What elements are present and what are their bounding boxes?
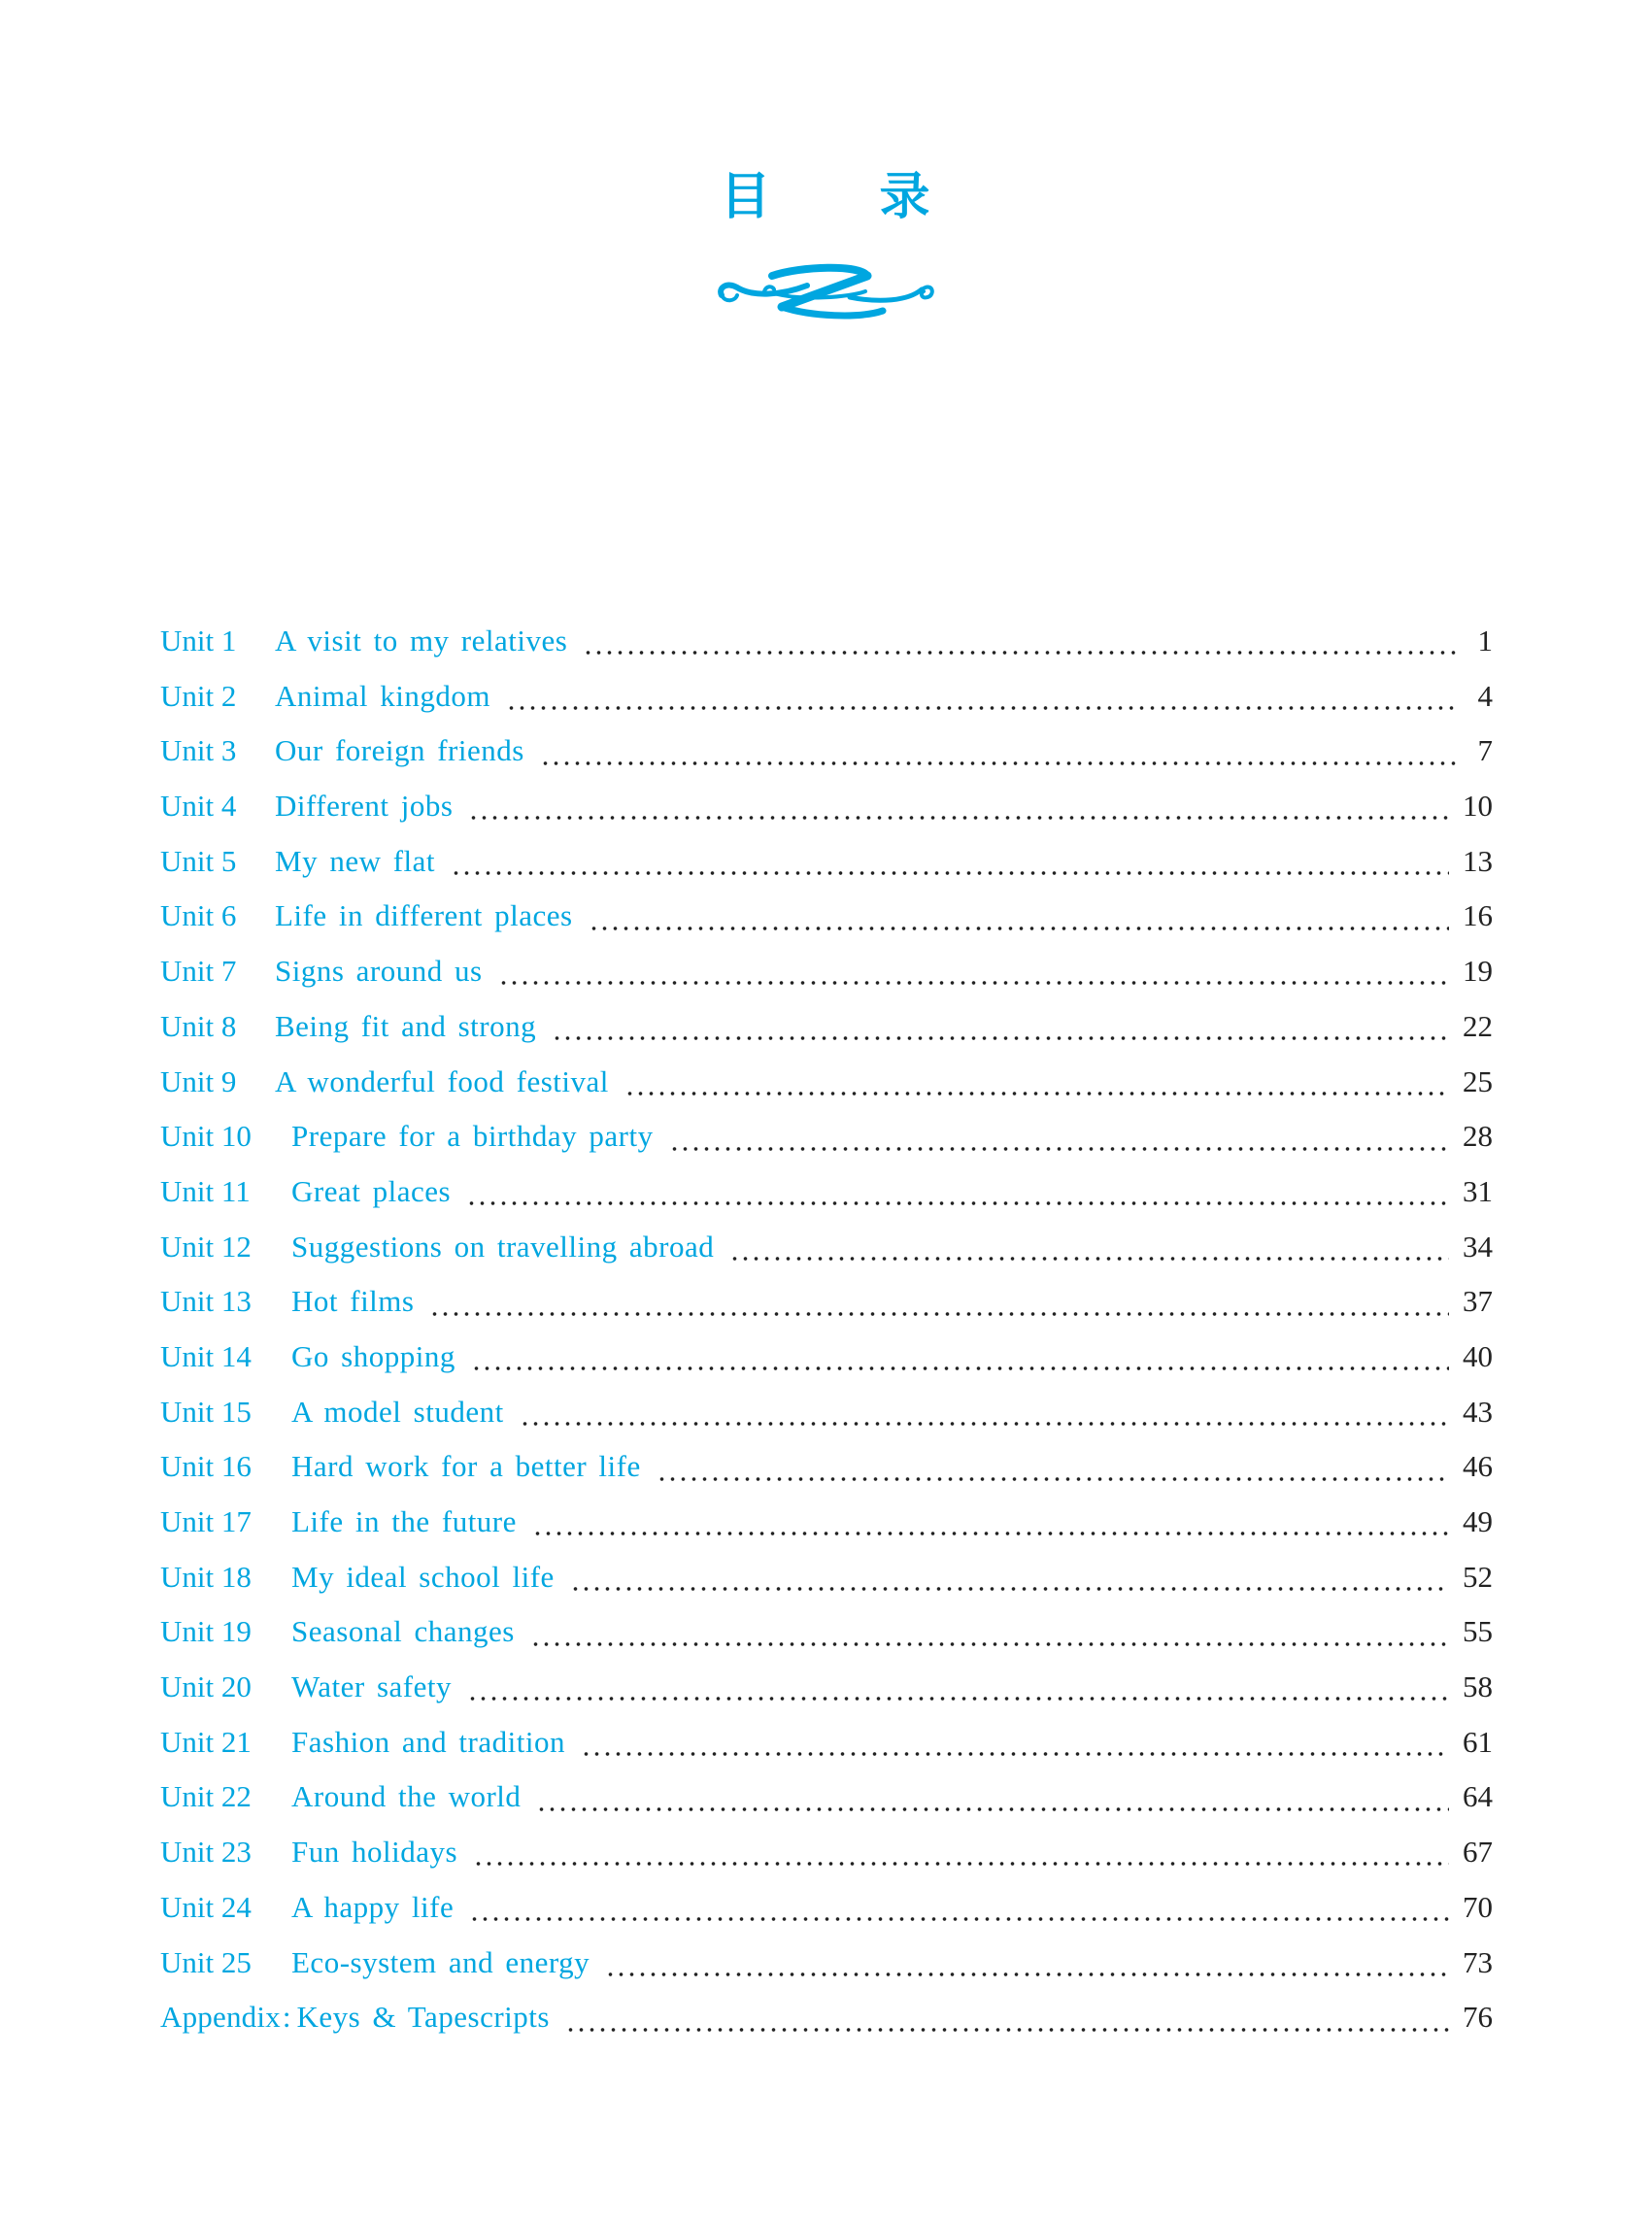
dot-leader	[506, 703, 1460, 713]
toc-entry-title: My ideal school life	[291, 1559, 555, 1594]
dot-leader	[729, 1254, 1449, 1264]
toc-appendix-title: Keys & Tapescripts	[296, 2000, 550, 2035]
toc-entry-title: Our foreign friends	[275, 733, 524, 768]
dot-leader	[429, 1309, 1449, 1319]
dot-leader	[570, 1584, 1449, 1594]
toc-entry[interactable]	[160, 1062, 1493, 1118]
toc-unit-label: Unit 13	[160, 1284, 252, 1319]
toc-entry[interactable]	[160, 1558, 1493, 1613]
toc-unit-label: Unit 5	[160, 843, 237, 878]
dot-leader	[451, 868, 1449, 878]
dot-leader	[473, 1859, 1449, 1869]
toc-entry-title: A wonderful food festival	[275, 1063, 609, 1098]
toc-unit-label: Unit 15	[160, 1394, 252, 1429]
toc-entry-title: Different jobs	[275, 789, 454, 824]
toc-page-number: 67	[1463, 1835, 1493, 1870]
dot-leader	[583, 648, 1460, 657]
dot-leader	[520, 1419, 1449, 1429]
toc-entry-title: Prepare for a birthday party	[291, 1119, 654, 1154]
toc-entry-title: Great places	[291, 1173, 452, 1208]
toc-appendix-separator: :	[282, 2000, 291, 2035]
toc-entry-title: Fashion and tradition	[291, 1724, 565, 1759]
toc-entry[interactable]	[160, 1228, 1493, 1283]
toc-page-number: 31	[1463, 1173, 1493, 1208]
dot-leader	[669, 1144, 1449, 1154]
toc-appendix-label: Appendix	[160, 2000, 281, 2035]
toc-page-number: 37	[1463, 1284, 1493, 1319]
dot-leader	[498, 978, 1449, 988]
dot-leader	[532, 1529, 1449, 1538]
toc-entry[interactable]	[160, 1668, 1493, 1723]
toc-entry[interactable]	[160, 1888, 1493, 1943]
toc-entry-title: Suggestions on travelling abroad	[291, 1229, 715, 1264]
toc-unit-label: Unit 9	[160, 1063, 237, 1098]
toc-unit-label: Unit 25	[160, 1944, 252, 1979]
toc-page-number: 16	[1463, 898, 1493, 933]
toc-entry-title: Hot films	[291, 1284, 415, 1319]
dot-leader	[540, 759, 1460, 768]
toc-entry-title: Life in different places	[275, 898, 573, 933]
toc-page-number: 40	[1463, 1338, 1493, 1373]
toc-page-number: 73	[1463, 1944, 1493, 1979]
toc-entry[interactable]	[160, 896, 1493, 952]
toc-page-number: 28	[1463, 1119, 1493, 1154]
toc-unit-label: Unit 8	[160, 1008, 237, 1043]
toc-entry[interactable]	[160, 1007, 1493, 1062]
toc-page-number: 64	[1463, 1779, 1493, 1814]
toc-unit-label: Unit 7	[160, 954, 237, 989]
dot-leader	[468, 813, 1449, 823]
toc-page-number: 52	[1463, 1559, 1493, 1594]
toc-page-number: 61	[1463, 1724, 1493, 1759]
toc-unit-label: Unit 6	[160, 898, 237, 933]
toc-entry[interactable]	[160, 731, 1493, 787]
dot-leader	[471, 1364, 1449, 1373]
toc-entry-title: Being fit and strong	[275, 1008, 537, 1043]
toc-page-number: 76	[1463, 2000, 1493, 2035]
toc-unit-label: Unit 1	[160, 624, 237, 657]
toc-entry-title: Eco-system and energy	[291, 1944, 590, 1979]
toc-unit-label: Unit 22	[160, 1779, 252, 1814]
toc-entry-title: Go shopping	[291, 1338, 455, 1373]
dot-leader	[624, 1089, 1449, 1098]
toc-entry[interactable]	[160, 1723, 1493, 1778]
dot-leader	[605, 1970, 1449, 1979]
toc-page-number: 1	[1477, 624, 1493, 657]
toc-unit-label: Unit 18	[160, 1559, 252, 1594]
toc-page-number: 70	[1463, 1889, 1493, 1924]
toc-entry-title: Animal kingdom	[275, 678, 490, 713]
toc-unit-label: Unit 3	[160, 733, 237, 768]
toc-entry-title: Signs around us	[275, 954, 483, 989]
toc-appendix-entry[interactable]	[160, 1998, 1493, 2053]
dot-leader	[469, 1914, 1449, 1924]
toc-page-number: 55	[1463, 1614, 1493, 1649]
toc-unit-label: Unit 24	[160, 1889, 252, 1924]
toc-unit-label: Unit 14	[160, 1338, 252, 1373]
dot-leader	[467, 1694, 1449, 1703]
toc-page-number: 7	[1477, 733, 1493, 768]
toc-entry-title: A visit to my relatives	[275, 624, 568, 657]
toc-entry-title: Hard work for a better life	[291, 1449, 641, 1484]
toc-entry[interactable]	[160, 677, 1493, 732]
dot-leader	[552, 1033, 1449, 1043]
toc-page-number: 58	[1463, 1669, 1493, 1704]
toc-entry[interactable]	[160, 1833, 1493, 1888]
toc-entry-title: Fun holidays	[291, 1835, 458, 1870]
toc-unit-label: Unit 19	[160, 1614, 252, 1649]
toc-entry[interactable]	[160, 842, 1493, 897]
toc-entry[interactable]	[160, 1943, 1493, 1999]
toc-entry[interactable]	[160, 1502, 1493, 1558]
toc-entry-title: Seasonal changes	[291, 1614, 515, 1649]
toc-page-number: 34	[1463, 1229, 1493, 1264]
dot-leader	[657, 1474, 1449, 1484]
toc-unit-label: Unit 23	[160, 1835, 252, 1870]
dot-leader	[565, 2025, 1449, 2035]
table-of-contents	[160, 622, 1493, 2053]
toc-entry[interactable]	[160, 1117, 1493, 1172]
toc-entry[interactable]	[160, 1777, 1493, 1833]
dot-leader	[530, 1639, 1449, 1649]
toc-page-number: 25	[1463, 1063, 1493, 1098]
toc-entry-title: A happy life	[291, 1889, 455, 1924]
toc-unit-label: Unit 11	[160, 1173, 251, 1208]
toc-entry[interactable]	[160, 787, 1493, 842]
page-title	[0, 155, 1652, 228]
toc-unit-label: Unit 17	[160, 1504, 252, 1538]
toc-entry-title: Around the world	[291, 1779, 522, 1814]
flourish-ornament-icon	[714, 262, 939, 326]
toc-entry[interactable]	[160, 1393, 1493, 1448]
dot-leader	[466, 1198, 1449, 1208]
toc-entry[interactable]	[160, 952, 1493, 1007]
page-title-char-2: 录	[879, 170, 932, 225]
toc-entry[interactable]	[160, 1337, 1493, 1393]
toc-unit-label: Unit 16	[160, 1449, 252, 1484]
toc-page-number: 22	[1463, 1008, 1493, 1043]
toc-unit-label: Unit 20	[160, 1669, 252, 1704]
toc-unit-label: Unit 21	[160, 1724, 252, 1759]
toc-page-number: 13	[1463, 843, 1493, 878]
toc-entry-title: My new flat	[275, 843, 436, 878]
dot-leader	[581, 1749, 1449, 1759]
toc-entry[interactable]	[160, 1172, 1493, 1228]
toc-page-number: 43	[1463, 1394, 1493, 1429]
toc-unit-label: Unit 2	[160, 678, 237, 713]
toc-entry[interactable]	[160, 1612, 1493, 1668]
toc-page-number: 49	[1463, 1504, 1493, 1538]
toc-unit-label: Unit 10	[160, 1119, 252, 1154]
page-title-char-1: 目	[720, 170, 773, 225]
toc-unit-label: Unit 4	[160, 789, 237, 824]
toc-page-number: 10	[1463, 789, 1493, 824]
toc-entry-title: A model student	[291, 1394, 504, 1429]
toc-page-number: 19	[1463, 954, 1493, 989]
toc-page-number: 46	[1463, 1449, 1493, 1484]
toc-entry[interactable]	[160, 1282, 1493, 1337]
toc-page-number: 4	[1477, 678, 1493, 713]
dot-leader	[589, 924, 1449, 933]
toc-entry-title: Life in the future	[291, 1504, 517, 1538]
dot-leader	[536, 1804, 1449, 1814]
toc-entry[interactable]	[160, 1447, 1493, 1502]
toc-unit-label: Unit 12	[160, 1229, 252, 1264]
toc-entry[interactable]	[160, 622, 1493, 677]
toc-entry-title: Water safety	[291, 1669, 452, 1704]
